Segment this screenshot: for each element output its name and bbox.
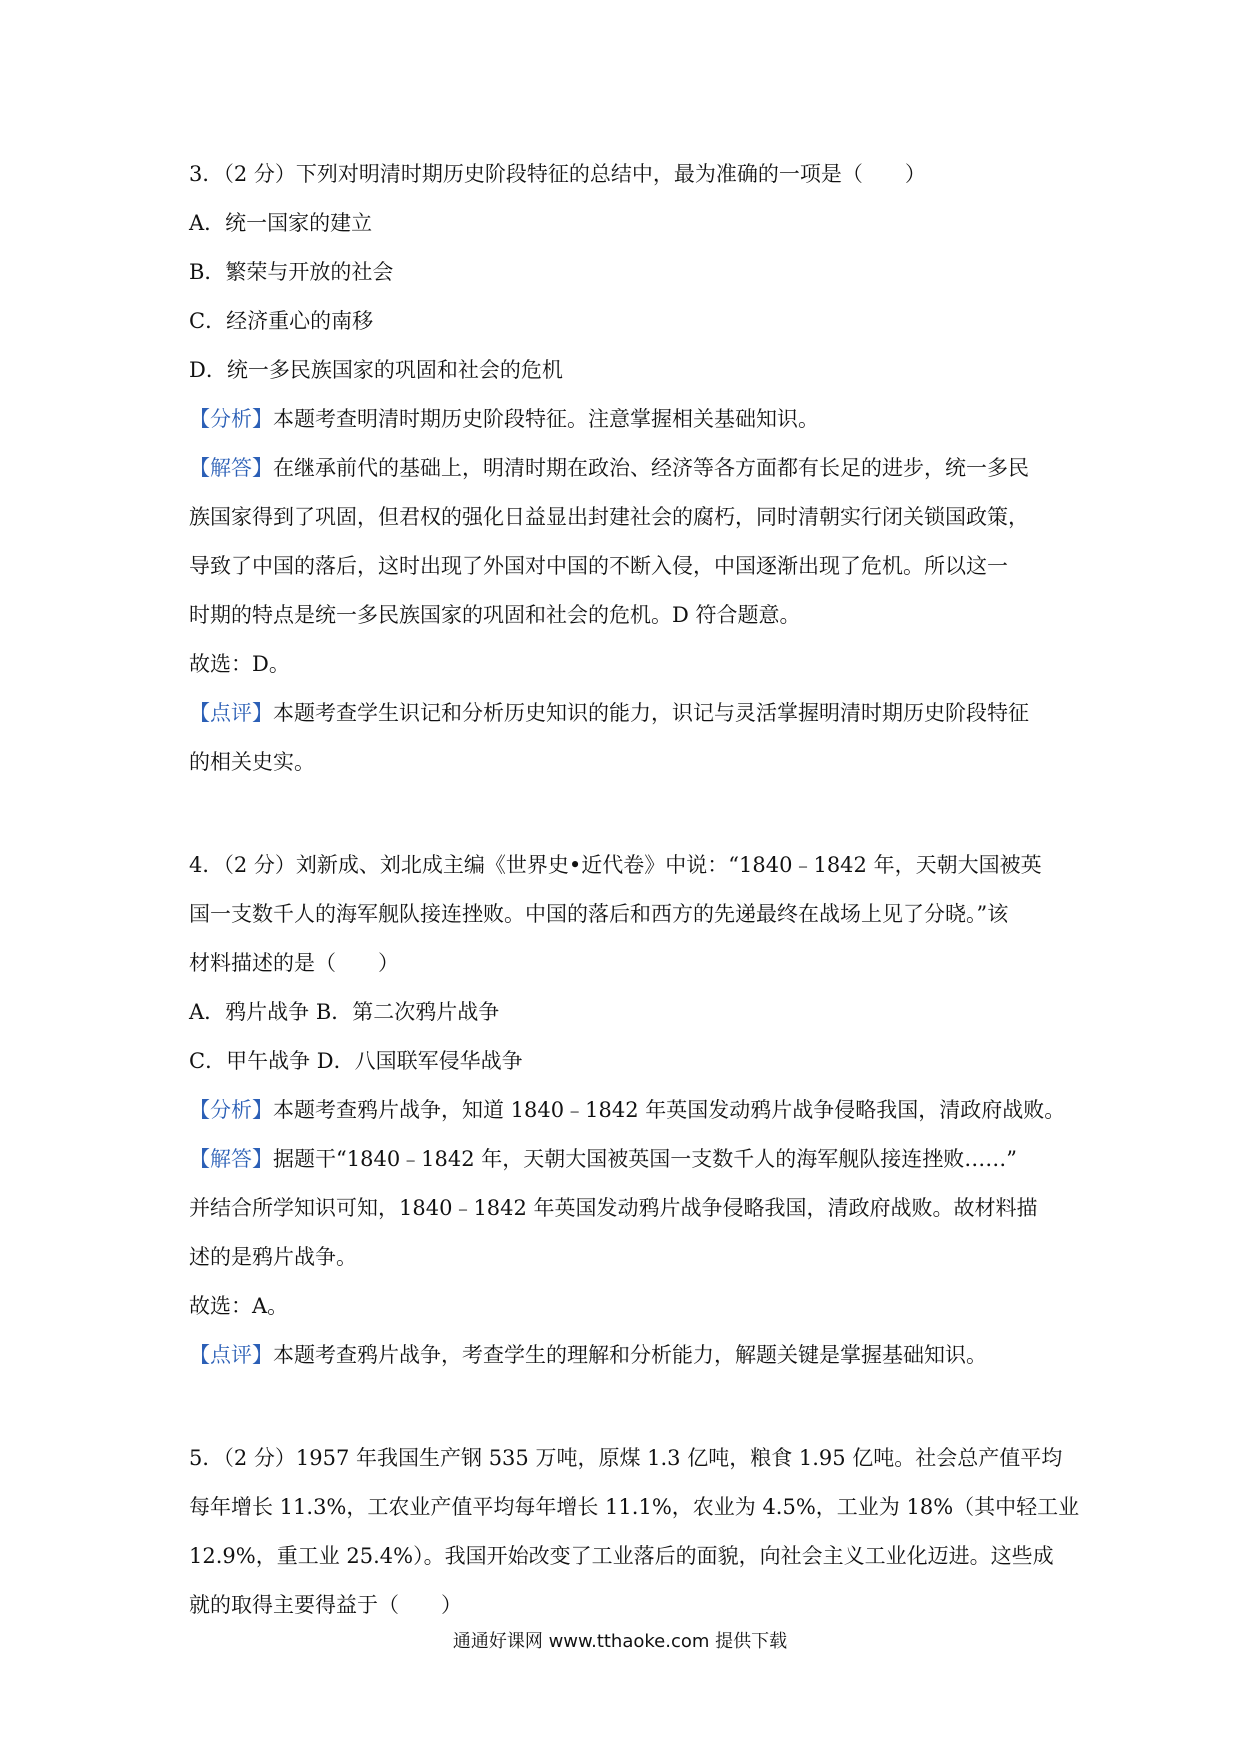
answer-tag: 【解答】 xyxy=(189,456,273,480)
analysis-tag: 【分析】 xyxy=(189,407,273,431)
page-footer: 通通好课网 www.tthaoke.com 提供下载 xyxy=(452,1631,788,1652)
choice-result: 故选：D。 xyxy=(189,652,290,676)
option-c: C．经济重心的南移 xyxy=(189,309,374,333)
question-4 xyxy=(189,841,1066,1380)
page-content xyxy=(189,150,1080,1630)
comment-text: 本题考查学生识记和分析历史知识的能力，识记与灵活掌握明清时期历史阶段特征 xyxy=(273,701,1029,725)
comment-line-1 xyxy=(189,689,1059,738)
answer-line-3: 述的是鸦片战争。 xyxy=(189,1245,357,1269)
comment-tag: 【点评】 xyxy=(189,1343,273,1367)
question-stem-line-3: 12.9%，重工业 25.4%）。我国开始改变了工业落后的面貌，向社会主义工业化迈进。这些成 xyxy=(189,1544,1054,1568)
option-b: B．繁荣与开放的社会 xyxy=(189,260,394,284)
answer-text: 在继承前代的基础上，明清时期在政治、经济等各方面都有长足的进步，统一多民 xyxy=(273,456,1029,480)
answer-line-2: 族国家得到了巩固，但君权的强化日益显出封建社会的腐朽，同时清朝实行闭关锁国政策， xyxy=(189,505,1029,529)
analysis-text: 本题考查鸦片战争，知道 1840﹣1842 年英国发动鸦片战争侵略我国，清政府战败。 xyxy=(273,1098,1066,1122)
answer-text: 据题干“1840﹣1842 年，天朝大国被英国一支数千人的海军舰队接连挫败……” xyxy=(273,1147,1018,1171)
question-5 xyxy=(189,1434,1080,1630)
question-stem-line-1: 4．（2 分）刘新成、刘北成主编《世界史•近代卷》中说：“1840﹣1842 年，天朝大国被英 xyxy=(189,853,1042,877)
answer-tag: 【解答】 xyxy=(189,1147,273,1171)
option-d: D．统一多民族国家的巩固和社会的危机 xyxy=(189,358,563,382)
analysis-line xyxy=(189,395,1059,444)
answer-line-1 xyxy=(189,1135,1059,1184)
answer-line-2: 并结合所学知识可知，1840﹣1842 年英国发动鸦片战争侵略我国，清政府战败。故材料描 xyxy=(189,1196,1038,1220)
question-stem-line-1: 5．（2 分）1957 年我国生产钢 535 万吨，原煤 1.3 亿吨，粮食 1.95 亿吨。社会总产值平均 xyxy=(189,1446,1063,1470)
option-a: A．统一国家的建立 xyxy=(189,211,373,235)
comment-tag: 【点评】 xyxy=(189,701,273,725)
question-stem-line-4: 就的取得主要得益于（ ） xyxy=(189,1593,462,1617)
options-row-2: C．甲午战争 D．八国联军侵华战争 xyxy=(189,1049,523,1073)
comment-text: 本题考查鸦片战争，考查学生的理解和分析能力，解题关键是掌握基础知识。 xyxy=(273,1343,987,1367)
comment-line-2: 的相关史实。 xyxy=(189,750,315,774)
question-stem-line-2: 国一支数千人的海军舰队接连挫败。中国的落后和西方的先递最终在战场上见了分晓。”该 xyxy=(189,902,1009,926)
answer-line-4: 时期的特点是统一多民族国家的巩固和社会的危机。D 符合题意。 xyxy=(189,603,801,627)
answer-line-3: 导致了中国的落后，这时出现了外国对中国的不断入侵，中国逐渐出现了危机。所以这一 xyxy=(189,554,1008,578)
comment-line xyxy=(189,1331,1059,1380)
section-gap xyxy=(189,1380,1059,1434)
options-row-1: A．鸦片战争 B．第二次鸦片战争 xyxy=(189,1000,500,1024)
analysis-line xyxy=(189,1086,1066,1135)
analysis-tag: 【分析】 xyxy=(189,1098,273,1122)
answer-line-1 xyxy=(189,444,1059,493)
question-stem-line-3: 材料描述的是（ ） xyxy=(189,951,399,975)
question-stem-line-2: 每年增长 11.3%，工农业产值平均每年增长 11.1%，农业为 4.5%，工业为 18%（其中轻工业 xyxy=(189,1495,1080,1519)
section-gap xyxy=(189,787,1059,841)
question-stem: 3．（2 分）下列对明清时期历史阶段特征的总结中，最为准确的一项是（ ） xyxy=(189,162,926,186)
question-3 xyxy=(189,150,1059,787)
analysis-text: 本题考查明清时期历史阶段特征。注意掌握相关基础知识。 xyxy=(273,407,819,431)
choice-result: 故选：A。 xyxy=(189,1294,289,1318)
